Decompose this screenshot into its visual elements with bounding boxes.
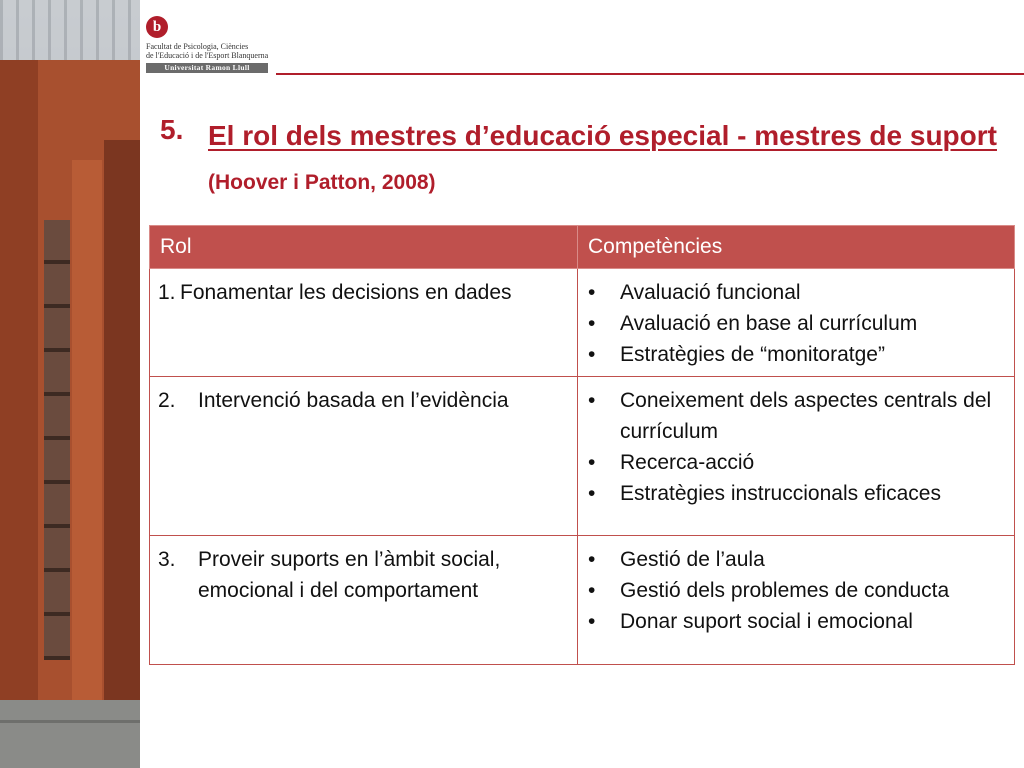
role-cell [150, 269, 578, 377]
role-text: Proveir suports en l’àmbit social, emocional i del comportament [198, 548, 501, 602]
list-item: • Estratègies instruccionals eficaces [588, 482, 941, 505]
list-item: • Avaluació funcional [588, 281, 801, 304]
table-row [150, 269, 1015, 377]
competencies-cell [578, 377, 1015, 536]
list-item: • Gestió de l’aula [588, 548, 765, 571]
list-item: • Donar suport social i emocional [588, 610, 913, 633]
table-row [150, 536, 1015, 665]
list-item: • Estratègies de “monitoratge” [588, 343, 885, 366]
building-photo [0, 0, 140, 768]
role-text: Fonamentar les decisions en dades [180, 281, 512, 304]
logo-mark-icon: b [146, 16, 168, 38]
header-rol: Rol [150, 226, 578, 269]
logo-university-bar: Universitat Ramon Llull [146, 63, 268, 73]
role-number: 2. [158, 389, 176, 412]
title-text [208, 114, 1020, 205]
faculty-logo [146, 16, 276, 73]
role-text: Intervenció basada en l’evidència [198, 389, 509, 412]
role-cell [150, 536, 578, 665]
header-competencies: Competències [578, 226, 1015, 269]
list-item: • Coneixement dels aspectes centrals del currículum [588, 389, 992, 443]
list-item: • Recerca-acció [588, 451, 755, 474]
title-main: El rol dels mestres d’educació especial - mestres de suport [208, 120, 997, 151]
logo-line-1: Facultat de Psicologia, Ciències [146, 42, 249, 51]
roles-table [149, 225, 1015, 665]
title-number: 5. [160, 114, 184, 145]
role-cell [150, 377, 578, 536]
table-row [150, 377, 1015, 536]
logo-line-2: de l'Educació i de l'Esport Blanquerna [146, 51, 269, 60]
title-reference: (Hoover i Patton, 2008) [208, 171, 436, 194]
header-divider [276, 73, 1024, 75]
list-item: • Avaluació en base al currículum [588, 312, 918, 335]
role-number: 3. [158, 548, 176, 571]
table-header-row [150, 226, 1015, 269]
role-number: 1. [158, 281, 176, 304]
competencies-cell [578, 536, 1015, 665]
list-item: • Gestió dels problemes de conducta [588, 579, 950, 602]
competencies-cell [578, 269, 1015, 377]
